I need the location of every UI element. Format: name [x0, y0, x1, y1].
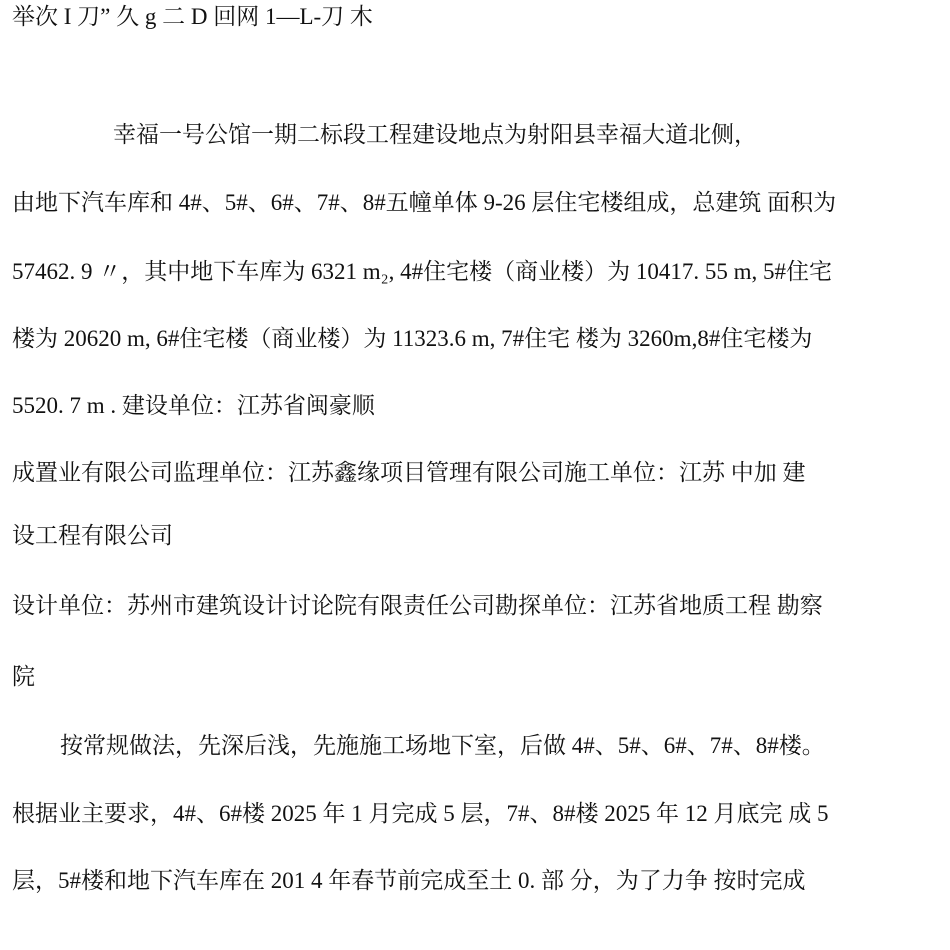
paragraph-line-7: 设工程有限公司 — [12, 523, 173, 548]
paragraph-2-line-3: 层，5#楼和地下汽车库在 201 4 年春节前完成至土 0. 部 分，为了力争 按时完成 — [12, 868, 806, 893]
paragraph-line-9: 院 — [12, 664, 35, 689]
paragraph-2-line-2: 根据业主要求，4#、6#楼 2025 年 1 月完成 5 层，7#、8#楼 2025 年 12 月底完 成 5 — [12, 801, 829, 826]
paragraph-2-line-1: 按常规做法，先深后浅，先施施工场地下室，后做 4#、5#、6#、7#、8#楼。 — [60, 733, 825, 758]
paragraph-line-6: 成置业有限公司监理单位：江苏鑫缘项目管理有限公司施工单位：江苏 中加 建 — [12, 460, 806, 485]
paragraph-line-8: 设计单位：苏州市建筑设计讨论院有限责任公司勘探单位：江苏省地质工程 勘察 — [12, 593, 823, 618]
header-text: 举次 I 刀” 久 g 二 D 回网 1—L-刀 木 — [12, 4, 373, 29]
paragraph-line-2: 由地下汽车库和 4#、5#、6#、7#、8#五幢单体 9-26 层住宅楼组成，总建筑 面积为 — [12, 190, 837, 215]
paragraph-line-5: 5520. 7 m . 建设单位：江苏省闽豪顺 — [12, 393, 375, 418]
paragraph-line-4: 楼为 20620 m, 6#住宅楼（商业楼）为 11323.6 m, 7#住宅 楼为 3260m,8#住宅楼为 — [12, 326, 813, 351]
paragraph-line-3: 57462. 9 〃，其中地下车库为 6321 m₂, 4#住宅楼（商业楼）为 10417. 55 m, 5#住宅 — [12, 259, 833, 284]
paragraph-line-1: 幸福一号公馆一期二标段工程建设地点为射阳县幸福大道北侧， — [113, 122, 757, 147]
